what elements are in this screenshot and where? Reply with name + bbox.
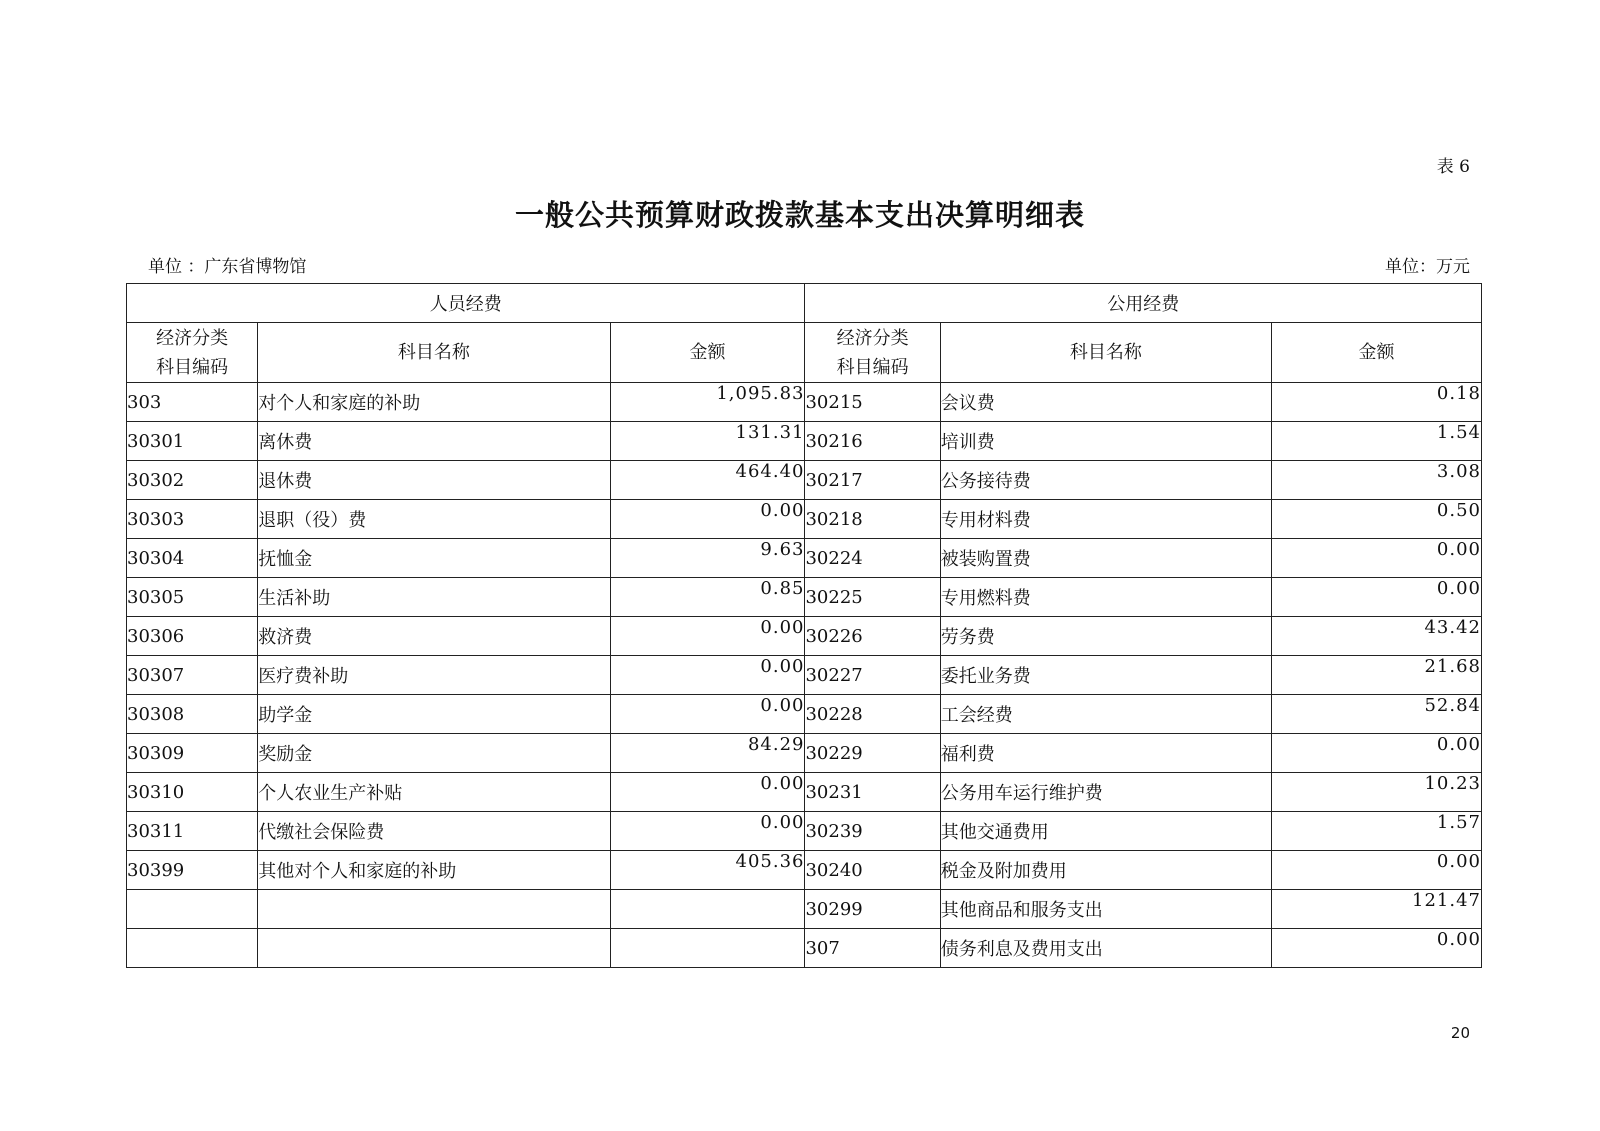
header-amount-left: 金额 [610, 323, 805, 383]
cell-amount-left: 131.31 [610, 422, 805, 461]
header-code-right [805, 323, 940, 383]
cell-name-left: 助学金 [258, 695, 610, 734]
organization-unit: 单位 ：广东省博物馆 [148, 257, 307, 277]
group-header-row [127, 284, 1482, 323]
cell-amount-right: 0.18 [1271, 383, 1481, 422]
header-code-line1: 经济分类 [836, 327, 909, 349]
table-number: 表 6 [1436, 157, 1470, 177]
cell-amount-right: 0.00 [1271, 929, 1481, 968]
cell-code-right: 30225 [805, 578, 940, 617]
table-row [127, 617, 1482, 656]
cell-code-left [127, 929, 258, 968]
column-header-row [127, 323, 1482, 383]
cell-code-left: 30311 [127, 812, 258, 851]
cell-amount-right: 0.00 [1271, 578, 1481, 617]
cell-amount-right: 52.84 [1271, 695, 1481, 734]
table-row [127, 695, 1482, 734]
cell-name-right: 债务利息及费用支出 [940, 929, 1271, 968]
cell-name-right: 委托业务费 [940, 656, 1271, 695]
cell-code-right: 30224 [805, 539, 940, 578]
cell-amount-right: 10.23 [1271, 773, 1481, 812]
cell-name-left [258, 890, 610, 929]
cell-amount-left: 0.00 [610, 812, 805, 851]
cell-name-left: 离休费 [258, 422, 610, 461]
header-amount-right: 金额 [1271, 323, 1481, 383]
header-name-right: 科目名称 [940, 323, 1271, 383]
table-row [127, 812, 1482, 851]
cell-name-left: 救济费 [258, 617, 610, 656]
cell-amount-left: 0.85 [610, 578, 805, 617]
cell-code-right: 30226 [805, 617, 940, 656]
page-title: 一般公共预算财政拨款基本支出决算明细表 [514, 198, 1085, 232]
cell-amount-left: 9.63 [610, 539, 805, 578]
cell-name-right: 专用材料费 [940, 500, 1271, 539]
cell-name-right: 公务用车运行维护费 [940, 773, 1271, 812]
cell-name-left: 个人农业生产补贴 [258, 773, 610, 812]
cell-code-right: 30299 [805, 890, 940, 929]
group-header-public: 公用经费 [805, 284, 1482, 323]
table-row [127, 929, 1482, 968]
cell-amount-right: 43.42 [1271, 617, 1481, 656]
cell-name-left: 抚恤金 [258, 539, 610, 578]
cell-amount-left: 0.00 [610, 773, 805, 812]
table-body [127, 383, 1482, 968]
cell-amount-left: 0.00 [610, 500, 805, 539]
cell-name-right: 会议费 [940, 383, 1271, 422]
cell-amount-right: 1.54 [1271, 422, 1481, 461]
cell-code-right: 30215 [805, 383, 940, 422]
cell-amount-left: 84.29 [610, 734, 805, 773]
cell-amount-right: 21.68 [1271, 656, 1481, 695]
cell-amount-left: 464.40 [610, 461, 805, 500]
table-row [127, 734, 1482, 773]
cell-code-right: 30228 [805, 695, 940, 734]
table-row [127, 422, 1482, 461]
expenditure-table [126, 283, 1482, 968]
cell-name-right: 其他商品和服务支出 [940, 890, 1271, 929]
table-row [127, 773, 1482, 812]
cell-name-right: 公务接待费 [940, 461, 1271, 500]
group-header-personnel: 人员经费 [127, 284, 805, 323]
cell-name-left: 生活补助 [258, 578, 610, 617]
cell-code-right: 30218 [805, 500, 940, 539]
cell-code-left: 30307 [127, 656, 258, 695]
cell-code-left: 30301 [127, 422, 258, 461]
cell-amount-right: 121.47 [1271, 890, 1481, 929]
cell-amount-left: 0.00 [610, 617, 805, 656]
cell-code-right: 30231 [805, 773, 940, 812]
cell-name-right: 工会经费 [940, 695, 1271, 734]
header-code-line2: 科目编码 [836, 356, 909, 378]
cell-name-left: 退休费 [258, 461, 610, 500]
cell-code-right: 30216 [805, 422, 940, 461]
cell-code-left: 30305 [127, 578, 258, 617]
table-row [127, 656, 1482, 695]
cell-amount-left: 0.00 [610, 656, 805, 695]
cell-code-right: 30240 [805, 851, 940, 890]
cell-name-right: 福利费 [940, 734, 1271, 773]
header-code-line2: 科目编码 [156, 356, 229, 378]
cell-code-left [127, 890, 258, 929]
cell-amount-left: 405.36 [610, 851, 805, 890]
cell-code-right: 30229 [805, 734, 940, 773]
header-name-left: 科目名称 [258, 323, 610, 383]
cell-name-right: 税金及附加费用 [940, 851, 1271, 890]
cell-code-left: 30303 [127, 500, 258, 539]
currency-unit: 单位：万元 [1385, 257, 1470, 277]
table-row [127, 578, 1482, 617]
cell-code-left: 303 [127, 383, 258, 422]
header-code-left [127, 323, 258, 383]
cell-amount-left: 1,095.83 [610, 383, 805, 422]
cell-amount-right: 0.00 [1271, 734, 1481, 773]
header-code-line1: 经济分类 [156, 327, 229, 349]
cell-name-left: 代缴社会保险费 [258, 812, 610, 851]
cell-amount-right: 3.08 [1271, 461, 1481, 500]
cell-name-left [258, 929, 610, 968]
table-row [127, 851, 1482, 890]
table-row [127, 890, 1482, 929]
cell-amount-right: 1.57 [1271, 812, 1481, 851]
cell-name-right: 专用燃料费 [940, 578, 1271, 617]
cell-code-left: 30310 [127, 773, 258, 812]
cell-name-right: 培训费 [940, 422, 1271, 461]
cell-code-left: 30399 [127, 851, 258, 890]
cell-name-right: 被装购置费 [940, 539, 1271, 578]
cell-name-right: 其他交通费用 [940, 812, 1271, 851]
cell-name-left: 其他对个人和家庭的补助 [258, 851, 610, 890]
table-row [127, 500, 1482, 539]
cell-code-right: 307 [805, 929, 940, 968]
cell-name-right: 劳务费 [940, 617, 1271, 656]
cell-name-left: 医疗费补助 [258, 656, 610, 695]
cell-code-right: 30217 [805, 461, 940, 500]
table-row [127, 383, 1482, 422]
cell-name-left: 对个人和家庭的补助 [258, 383, 610, 422]
cell-amount-left [610, 929, 805, 968]
cell-code-left: 30306 [127, 617, 258, 656]
cell-code-left: 30304 [127, 539, 258, 578]
cell-code-right: 30239 [805, 812, 940, 851]
table-row [127, 539, 1482, 578]
cell-code-right: 30227 [805, 656, 940, 695]
cell-amount-left [610, 890, 805, 929]
page-number: 20 [1450, 1024, 1470, 1042]
cell-amount-right: 0.50 [1271, 500, 1481, 539]
table-row [127, 461, 1482, 500]
cell-name-left: 奖励金 [258, 734, 610, 773]
cell-amount-left: 0.00 [610, 695, 805, 734]
cell-name-left: 退职（役）费 [258, 500, 610, 539]
cell-amount-right: 0.00 [1271, 851, 1481, 890]
cell-code-left: 30309 [127, 734, 258, 773]
cell-code-left: 30308 [127, 695, 258, 734]
cell-code-left: 30302 [127, 461, 258, 500]
cell-amount-right: 0.00 [1271, 539, 1481, 578]
